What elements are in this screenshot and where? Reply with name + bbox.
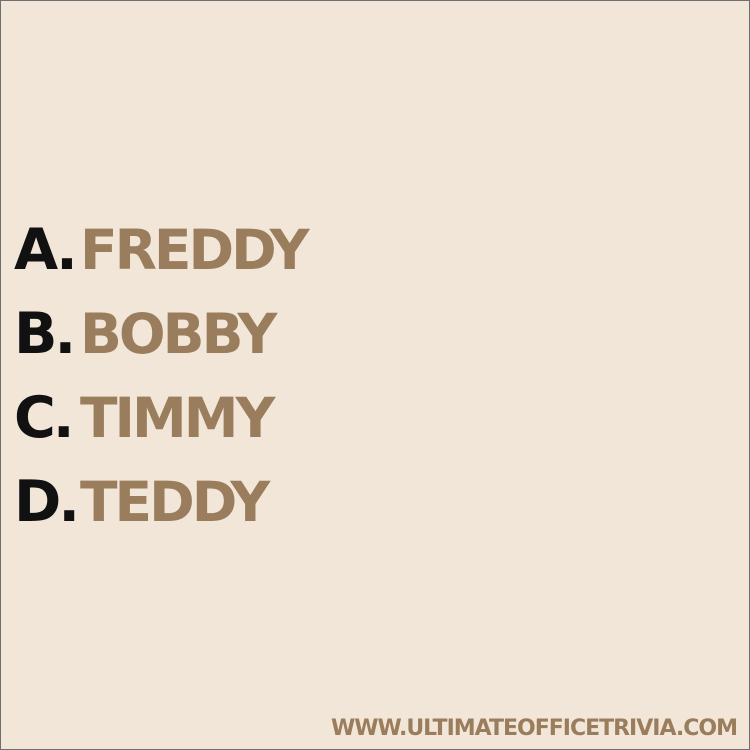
- choice-answer: FREDDY: [80, 217, 307, 282]
- answer-choice-c: [14, 384, 307, 451]
- answer-choice-a: [14, 216, 307, 283]
- choice-letter: D.: [14, 468, 77, 535]
- choice-letter: B.: [14, 300, 74, 367]
- choice-letter: C.: [14, 384, 72, 451]
- answer-choice-d: [14, 468, 307, 535]
- choice-answer: BOBBY: [80, 301, 275, 366]
- choice-letter: A.: [14, 216, 75, 283]
- choice-answer: TIMMY: [80, 385, 273, 450]
- answer-choice-list: [14, 216, 307, 555]
- choice-answer: TEDDY: [80, 469, 268, 534]
- answer-choice-b: [14, 300, 307, 367]
- website-url: WWW.ULTIMATEOFFICETRIVIA.COM: [330, 716, 737, 741]
